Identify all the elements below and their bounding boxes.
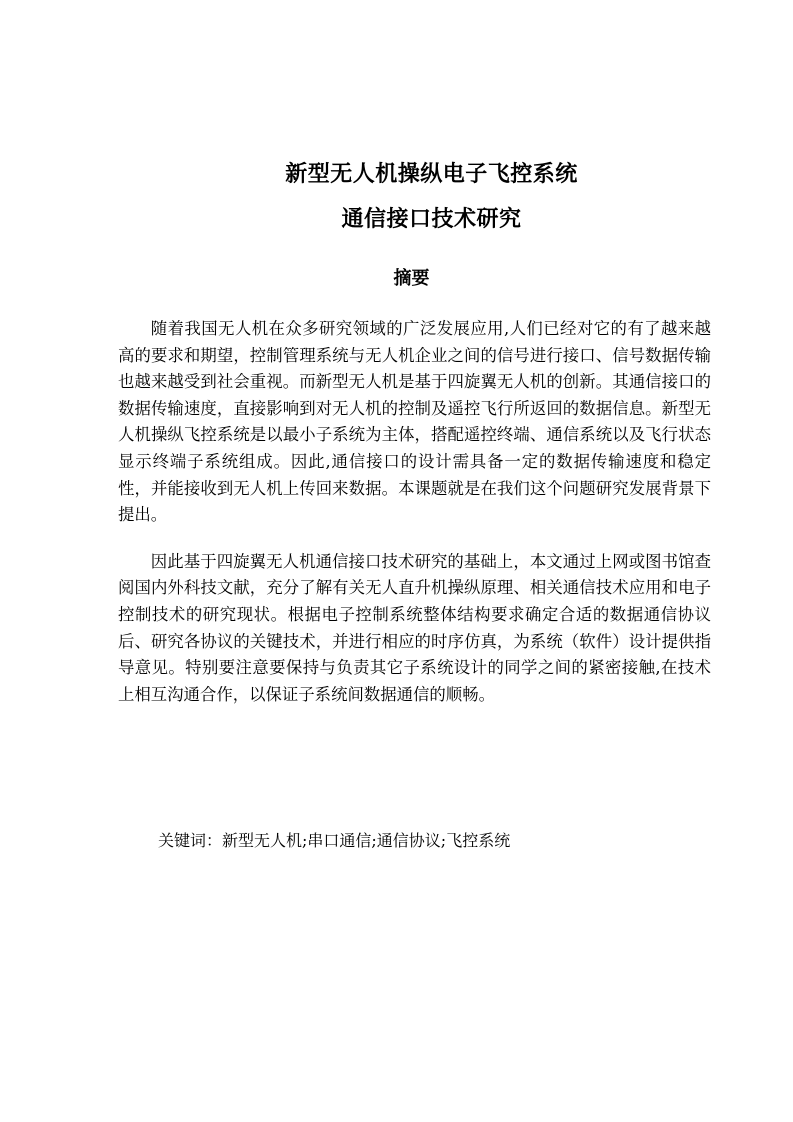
abstract-paragraph-2: 因此基于四旋翼无人机通信接口技术研究的基础上，本文通过上网或图书馆查阅国内外科技文献，充分了解有关无人直升机操纵原理、相关通信技术应用和电子控制技术的研究现状。根据电子控制系统整体结构要求确定合适的数据通信协议后、研究各协议的关键技术，并进行相应的时序仿真，为系统（软件）设计提供指导意见。特别要注意要保持与负责其它子系统设计的同学之间的紧密接触,在技术上相互沟通合作，以保证子系统间数据通信的顺畅。 — [118, 551, 711, 704]
keywords-label: 关键词： — [158, 831, 223, 850]
keywords-value: 新型无人机;串口通信;通信协议;飞控系统 — [222, 831, 511, 850]
paper-title-line-2: 通信接口技术研究 — [341, 207, 522, 232]
paper-title-line-1: 新型无人机操纵电子飞控系统 — [285, 162, 578, 187]
abstract-paragraph-1: 随着我国无人机在众多研究领域的广泛发展应用,人们已经对它的有了越来越高的要求和期望，控制管理系统与无人机企业之间的信号进行接口、信号数据传输也越来越受到社会重视。而新型无人机是基于四旋翼无人机的创新。其通信接口的数据传输速度，直接影响到对无人机的控制及遥控飞行所返回的数据信息。新型无人机操纵飞控系统是以最小子系统为主体，搭配遥控终端、通信系统以及飞行状态显示终端子系统组成。因此,通信接口的设计需具备一定的数据传输速度和稳定性，并能接收到无人机上传回来数据。本课题就是在我们这个问题研究发展背景下提出。 — [118, 319, 711, 525]
abstract-heading: 摘要 — [393, 268, 430, 289]
keywords-line — [158, 828, 718, 854]
abstract-body — [118, 316, 711, 728]
